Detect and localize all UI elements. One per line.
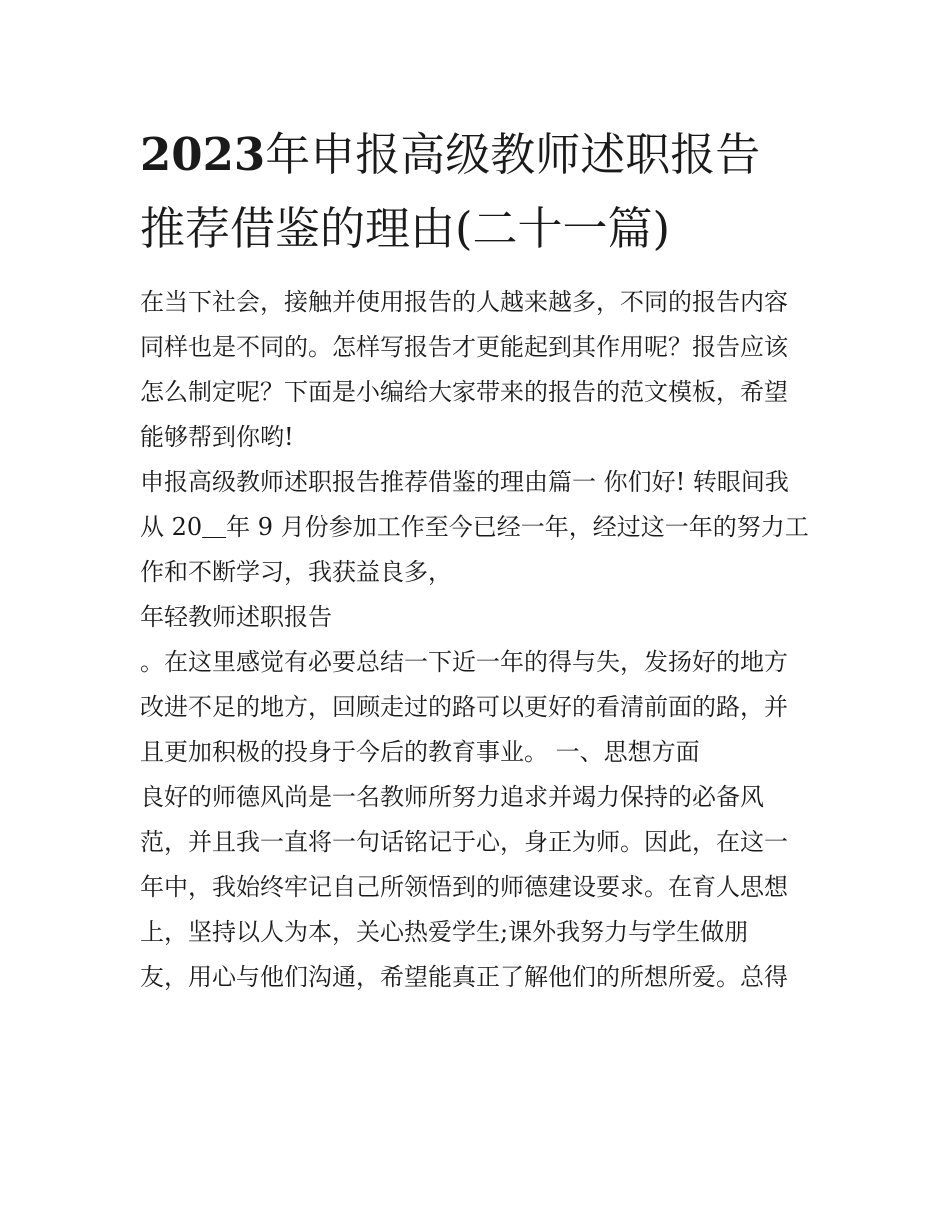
section-heading: 年轻教师述职报告 (140, 603, 332, 631)
document-body (140, 280, 815, 1000)
text-line: 申报高级教师述职报告推荐借鉴的理由篇一 你们好! 转眼间我 (140, 468, 789, 496)
text-line: 上，坚持以人为本，关心热爱学生;课外我努力与学生做朋 (140, 918, 749, 946)
text-line: 怎么制定呢？下面是小编给大家带来的报告的范文模板，希望 (140, 378, 788, 406)
text-line: 。在这里感觉有必要总结一下近一年的得与失，发扬好的地方 (140, 648, 788, 676)
document-title (140, 118, 820, 266)
text-line: 友，用心与他们沟通，希望能真正了解他们的所想所爱。总得 (140, 963, 788, 991)
title-year: 2023 (140, 128, 266, 181)
text-line: 作和不断学习，我获益良多， (140, 558, 452, 586)
text-line: 能够帮到你哟! (140, 423, 294, 451)
text-line: 且更加积极的投身于今后的教育事业。 一、思想方面 (140, 738, 700, 766)
text-line: 良好的师德风尚是一名教师所努力追求并竭力保持的必备风 (140, 783, 764, 811)
text-line: 改进不足的地方，回顾走过的路可以更好的看清前面的路，并 (140, 693, 788, 721)
text-line: 年中，我始终牢记自己所领悟到的师德建设要求。在育人思想 (140, 873, 788, 901)
title-line-1: 年申报高级教师述职报告 (265, 128, 761, 181)
text-line: 在当下社会，接触并使用报告的人越来越多，不同的报告内容 (140, 288, 788, 316)
text-line: 从 20＿年 9 月份参加工作至今已经一年，经过这一年的努力工 (140, 513, 809, 541)
title-line-2: 推荐借鉴的理由(二十一篇) (140, 202, 671, 255)
text-line: 范，并且我一直将一句话铭记于心，身正为师。因此，在这一 (140, 828, 788, 856)
text-line: 同样也是不同的。怎样写报告才更能起到其作用呢？报告应该 (140, 333, 788, 361)
